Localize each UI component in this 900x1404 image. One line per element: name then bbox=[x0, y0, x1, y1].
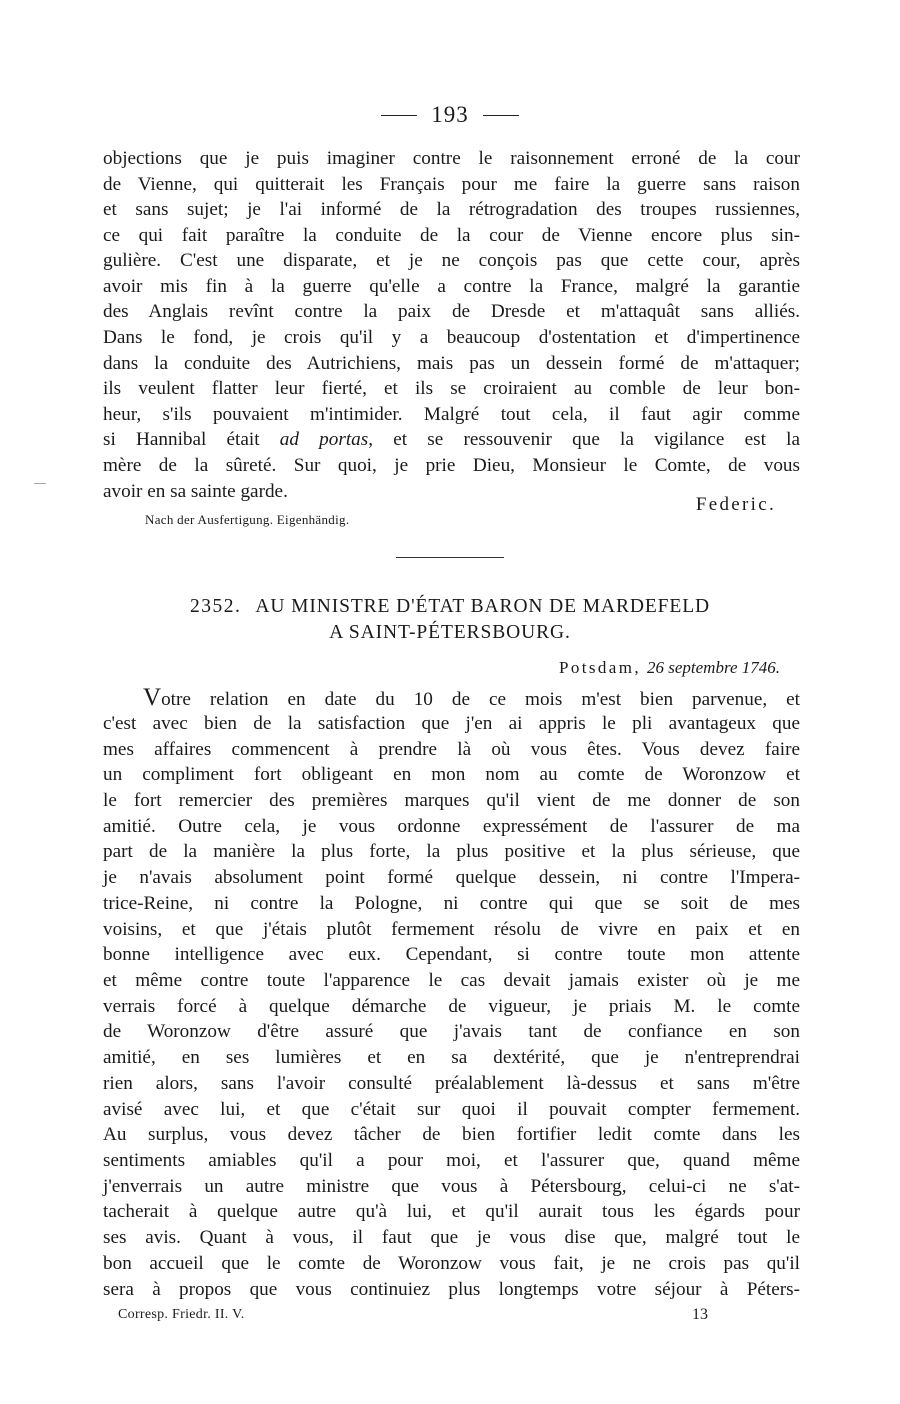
text-line: gulière. C'est une disparate, et je ne conçois pas que cette cour, après bbox=[103, 250, 800, 271]
text-segment: si Hannibal était bbox=[103, 429, 280, 450]
text-line: verrais forcé à quelque démarche de vigueur, je priais M. le comte bbox=[103, 996, 800, 1017]
text-line: un compliment fort obligeant en mon nom au comte de Woronzow et bbox=[103, 764, 800, 785]
text-line: mère de la sûreté. Sur quoi, je prie Dieu, Monsieur le Comte, de vous bbox=[103, 455, 800, 476]
text-line: ce qui fait paraître la conduite de la cour de Vienne encore plus sin- bbox=[103, 225, 800, 246]
text-line: heur, s'ils pouvaient m'intimider. Malgré tout cela, il faut agir comme bbox=[103, 404, 800, 425]
text-line: avisé avec lui, et que c'était sur quoi il pouvait compter fermement. bbox=[103, 1099, 800, 1120]
text-line: sentiments amiables qu'il a pour moi, et l'assurer que, quand même bbox=[103, 1150, 800, 1171]
text-segment: , et se ressouvenir que la vigilance est la bbox=[368, 429, 801, 450]
dateline-date: 26 septembre 1746. bbox=[647, 658, 780, 677]
signature: Federic. bbox=[695, 494, 776, 515]
text-line: amitié, en ses lumières et en sa dextérité, que je n'entreprendrai bbox=[103, 1047, 800, 1068]
page-number: 193 bbox=[431, 102, 469, 127]
text-line: j'enverrais un autre ministre que vous à Pétersbourg, celui-ci ne s'at- bbox=[103, 1176, 800, 1197]
text-line: Au surplus, vous devez tâcher de bien fortifier ledit comte dans les bbox=[103, 1124, 800, 1145]
text-line: dans la conduite des Autrichiens, mais pas un dessein formé de m'attaquer; bbox=[103, 353, 800, 374]
text-segment: otre relation en date du 10 de ce mois m'est bien parvenue, et bbox=[161, 689, 800, 710]
text-line: mes affaires commencent à prendre là où vous êtes. Vous devez faire bbox=[103, 739, 800, 760]
text-line: le fort remercier des premières marques qu'il vient de me donner de son bbox=[103, 790, 800, 811]
text-line: amitié. Outre cela, je vous ordonne expressément de l'assurer de ma bbox=[103, 816, 800, 837]
text-line-last: avoir en sa sainte garde. bbox=[103, 481, 288, 502]
initial-letter: V bbox=[143, 684, 162, 711]
header-rule-right bbox=[483, 115, 519, 116]
dateline-place: Potsdam, bbox=[558, 658, 641, 677]
section-separator bbox=[396, 557, 504, 558]
page-header bbox=[0, 98, 900, 132]
text-line: et sans sujet; je l'ai informé de la rétrogradation des troupes russiennes, bbox=[103, 199, 800, 220]
letter-recipient: AU MINISTRE D'ÉTAT BARON DE MARDEFELD bbox=[255, 596, 711, 617]
letter-heading bbox=[0, 596, 900, 618]
text-line: voisins, et que j'étais plutôt fermement résolu de vivre en paix et en bbox=[103, 919, 800, 940]
text-line: de Vienne, qui quitterait les Français pour me faire la guerre sans raison bbox=[103, 174, 800, 195]
latin-phrase: ad portas bbox=[279, 429, 369, 450]
text-line: ses avis. Quant à vous, il faut que je vous dise que, malgré tout le bbox=[103, 1227, 800, 1248]
text-line: part de la manière la plus forte, la plus positive et la plus sérieuse, que bbox=[103, 841, 800, 862]
text-line: trice-Reine, ni contre la Pologne, ni contre qui que se soit de mes bbox=[103, 893, 800, 914]
letter-destination: A SAINT-PÉTERSBOURG. bbox=[329, 622, 571, 643]
text-line: objections que je puis imaginer contre le raisonnement erroné de la cour bbox=[103, 148, 800, 169]
dateline bbox=[400, 658, 780, 678]
text-line bbox=[103, 427, 800, 453]
margin-mark bbox=[34, 483, 46, 484]
footer-sheet-number: 13 bbox=[692, 1306, 708, 1323]
text-line: Dans le fond, je crois qu'il y a beaucoup d'ostentation et d'impertinence bbox=[103, 327, 800, 348]
text-line: sera à propos que vous continuiez plus longtemps votre séjour à Péters- bbox=[103, 1279, 800, 1300]
text-line: c'est avec bien de la satisfaction que j'en ai appris le pli avantageux que bbox=[103, 713, 800, 734]
text-line: avoir mis fin à la guerre qu'elle a contre la France, malgré la garantie bbox=[103, 276, 800, 297]
text-line: de Woronzow d'être assuré que j'avais tant de confiance en son bbox=[103, 1021, 800, 1042]
text-line bbox=[143, 685, 800, 713]
text-line: rien alors, sans l'avoir consulté préalablement là-dessus et sans m'être bbox=[103, 1073, 800, 1094]
text-line: des Anglais revînt contre la paix de Dresde et m'attaquât sans alliés. bbox=[103, 301, 800, 322]
letter-number: 2352. bbox=[189, 596, 242, 617]
text-line: et même contre toute l'apparence le cas devait jamais exister où je me bbox=[103, 970, 800, 991]
text-line: tacherait à quelque autre qu'à lui, et qu'il aurait tous les égards pour bbox=[103, 1201, 800, 1222]
text-line: ils veulent flatter leur fierté, et ils se croiraient au comble de leur bon- bbox=[103, 378, 800, 399]
text-line: bon accueil que le comte de Woronzow vous fait, je ne crois pas qu'il bbox=[103, 1253, 800, 1274]
source-note: Nach der Ausfertigung. Eigenhändig. bbox=[145, 512, 350, 527]
text-line: bonne intelligence avec eux. Cependant, si contre toute mon attente bbox=[103, 944, 800, 965]
text-line: je n'avais absolument point formé quelque dessein, ni contre l'Impera- bbox=[103, 867, 800, 888]
header-rule-left bbox=[381, 115, 417, 116]
footer-signature: Corresp. Friedr. II. V. bbox=[118, 1307, 245, 1322]
